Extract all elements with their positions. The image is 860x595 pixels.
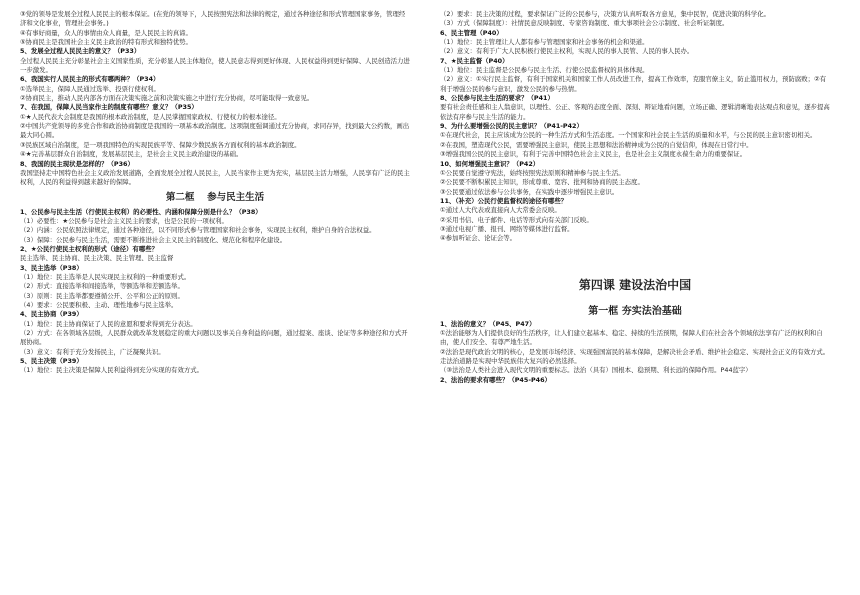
paragraph: ④有事好商量，众人的事情由众人商量，是人民民主的真谛。 <box>20 28 192 37</box>
paragraph: 全过程人民民主充分彰显社会主义国家性质，充分彰显人民主体地位，使人民意志得到更好体现、人民权益得到更好保障、人民创造活力进一步激发。 <box>20 56 410 75</box>
paragraph: （1）地位：民主选举是人民实现民主权利的一种重要形式。 <box>20 272 191 281</box>
paragraph: ②公民要不断积累民主知识，形成尊重、宽容、批判和协商的民主态度。 <box>440 178 644 187</box>
paragraph: ③党的领导是发展全过程人民民主的根本保证。(在党的领导下，人民按照宪法和法律的规定，通过各种途径和形式管理国家事务，管理经济和文化事业，管理社会事务。) <box>20 10 406 28</box>
paragraph: （2）意义：有利于广大人民积极行使民主权利，实现人民的事人民管、人民的事人民办。 <box>440 47 694 56</box>
question-heading: 11、（补充）公民行使监督权的途径有哪些？ <box>440 196 568 205</box>
question-heading: 10、如何增强民主意识？（P42） <box>440 159 540 168</box>
paragraph: ②在我国，塑造现代公民，需要增强民主意识，使民主思想和法治精神成为公民的自觉信仰，体现在日常行中。 <box>440 140 753 149</box>
question-heading: 2、★公民行使民主权利的形式（途径）有哪些？ <box>20 244 158 253</box>
paragraph: （4）要求：公民要积极、主动、理性地参与民主选举。 <box>20 300 178 309</box>
paragraph: ②中国共产党领导的多党合作和政治协商制度是我国的一项基本政治制度。这项制度强调通过充分协商，求同存异，找到最大公约数，画出最大同心圆。 <box>20 122 410 140</box>
paragraph: （2）方式：在各领域各层级，人民群众就改革发展稳定的重大问题以及事关自身利益的问题，通过提案、座谈、论证等多种途径和方式开展协商。 <box>20 329 408 347</box>
spacer <box>440 244 830 266</box>
paragraph: ①选举民主，保障人民通过选举、投票行使权利。 <box>20 84 160 93</box>
paragraph: 要有社会责任感和主人翁意识，以理性、公正、客观的态度全面、深刻、辩证地看问题，立场正确、逻辑清晰地表达观点和意见，逐步提高依法有序参与民主生活的能力。 <box>440 103 830 121</box>
question-heading: 5、发展全过程人民民主的意义？（P33） <box>20 47 141 56</box>
paragraph: （③法治是人类社会进入现代文明的重要标志。法治（具有）国根本、稳预期、利长远的保障作用。P44蓝字） <box>440 366 752 375</box>
paragraph: ④参加听证会、论证会等。 <box>440 234 517 243</box>
question-heading: 7、在我国，保障人民当家作主的制度有哪些？意义？（P35） <box>20 103 198 112</box>
question-heading: 1、法治的意义？（P45、P47） <box>440 319 536 328</box>
subsection-title: 第一框 夯实法治基础 <box>588 305 682 317</box>
paragraph: ①★人民代表大会制度是我国的根本政治制度，是人民掌握国家政权、行使权力的根本途径。 <box>20 112 281 121</box>
paragraph: ①在现代社会，民主应该成为公民的一种生活方式和生活态度。一个国家和社会民主生活的质量和水平，与公民的民主意识密切相关。 <box>440 131 817 140</box>
paragraph: ②采用书信、电子邮件、电话等形式向有关部门反映。 <box>440 215 593 224</box>
paragraph: （3）方式（保障制度）：社情民意反映制度、专家咨询制度、重大事项社会公示制度、社会听证制度。 <box>440 19 729 28</box>
question-heading: 2、法治的要求有哪些？（P45-P46） <box>440 375 551 384</box>
question-heading: 8、我国的民主现状是怎样的？（P36） <box>20 159 134 168</box>
question-heading: 6、我国实行人民民主的形式有哪两种？（P34） <box>20 75 160 84</box>
right-column <box>440 10 830 385</box>
paragraph: （1）地位：民主管理让人人都有参与管理国家和社会事务的机会和渠道。 <box>440 38 649 47</box>
paragraph: （1）必要性：★公民参与是社会主义民主的要求，也是公民的一项权利。 <box>20 216 228 225</box>
paragraph: ①法治能够为人们提供良好的生活秩序，让人们建立起基本、稳定、持续的生活预期，保障人们在社会各个领域依法享有广泛的权利和自由，使人们安全、有尊严地生活。 <box>440 328 823 347</box>
paragraph: ③通过电视广播、报刊、网络等媒体进行监督。 <box>440 224 574 233</box>
left-column <box>20 10 410 376</box>
paragraph: （2）内涵：公民依照法律规定，通过各种途径，以不同形式参与管理国家和社会事务，实现民主权利，维护自身的合法权益。 <box>20 226 376 235</box>
paragraph: （2）意义：①实行民主监督，有利于国家机关和国家工作人员改进工作，提高工作效率，克服官僚主义，防止滥用权力，预防腐败；②有利于增强公民的参与意识，激发公民的参与热情。 <box>440 75 827 93</box>
paragraph: ③民族区域自治制度，是一项我国特色的实现民族平等、保障少数民族各方面权利的基本政治制度。 <box>20 140 301 149</box>
paragraph: （1）地位：民主决策是保障人民利益得到充分实现的有效方式。 <box>20 366 204 375</box>
question-heading: 6、民主管理（P40） <box>440 28 503 37</box>
paragraph: ①通过人大代表或直接向人大常委会反映。 <box>440 206 561 215</box>
section-title: 第二框 参与民主生活 <box>165 191 265 203</box>
paragraph: ③增强我国公民的民主意识，有利于完善中国特色社会主义民主，也是社会主义制度永葆生命力的重要保证。 <box>440 150 747 159</box>
question-heading: 3、民主选举（P38） <box>20 263 83 272</box>
paragraph: （1）地位：民主协商保证了人民的意愿和要求得到充分表达。 <box>20 319 197 328</box>
paragraph: ⑤协商民主是我国社会主义民主政治的特有形式和独特优势。 <box>20 38 192 47</box>
question-heading: 8、公民参与民主生活的要求？（P41） <box>440 94 554 103</box>
paragraph: ③公民要通过依法参与公共事务，在实践中逐步增强民主意识。 <box>440 187 619 196</box>
paragraph: ②法治是现代政治文明的核心，是发展市场经济、实现强国富民的基本保障，是解决社会矛盾、维护社会稳定、实现社会正义的有效方式。走法治道路是实现中华民族伟大复兴的必然选择。 <box>440 347 830 365</box>
question-heading: 1、公民参与民主生活（行使民主权利）的必要性、内涵和保障分别是什么？（P38） <box>20 207 262 216</box>
paragraph: （3）意义：有利于充分发扬民主，广泛凝聚共识。 <box>20 347 165 356</box>
paragraph: 民主选举、民主协商、民主决策、民主管理、民主监督 <box>20 254 174 263</box>
paragraph: 我国坚持走中国特色社会主义政治发展道路，全面发展全过程人民民主，人民当家作主更为充实，基层民主活力增强，人民享有广泛的民主权利，人民的利益得到越来越好的保障。 <box>20 168 410 187</box>
paragraph: ②协商民主，推动人民内部各方面在决策实施之前和决策实施之中进行充分协商，尽可能取得一致意见。 <box>20 94 314 103</box>
paragraph: ④★完善基层群众自治制度，发展基层民主，是社会主义民主政治建设的基础。 <box>20 150 243 159</box>
paragraph: （2）要求：民主决策的过程，要求保证广泛的公民参与，决策方认真听取各方意见，集中民智，促进决策的科学化。 <box>440 10 770 18</box>
question-heading: 4、民主协商（P39） <box>20 310 83 319</box>
question-heading: 7、★民主监督（P40） <box>440 56 509 65</box>
paragraph: （3）保障：公民参与民主生活，需要不断推进社会主义民主的制度化、规范化和程序化建设。 <box>20 235 287 244</box>
lesson-title: 第四课 建设法治中国 <box>578 277 692 292</box>
paragraph: （1）地位：民主监督是公民参与民主生活、行使公民监督权的具体体现。 <box>440 66 649 75</box>
paragraph: ①公民要自觉遵守宪法，始终按照宪法原则和精神参与民主生活。 <box>440 168 625 177</box>
paragraph: （3）原则：民主选举都要遵循公开、公平和公正的原则。 <box>20 291 184 300</box>
question-heading: 9、为什么要增强公民的民主意识？（P41-P42） <box>440 122 583 131</box>
question-heading: 5、民主决策（P39） <box>20 357 83 366</box>
paragraph: （2）形式：直接选举和间接选举，等额选举和差额选举。 <box>20 282 184 291</box>
